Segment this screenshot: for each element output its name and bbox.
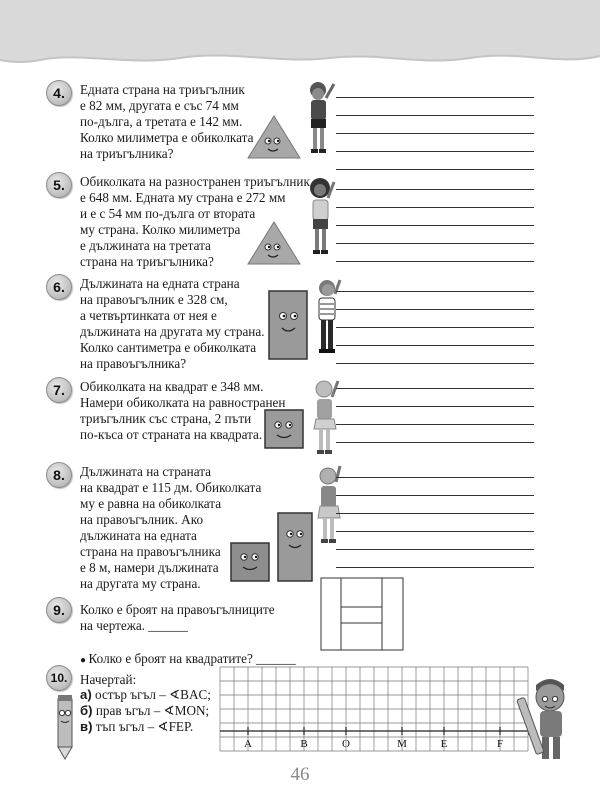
task-text: Обиколката на квадрат е 348 мм. Намери обиколката на равностранен триъгълник със страна, 2 пъти по-къса от страната на квадрата. (80, 379, 286, 442)
task-text-line-2: на чертежа. ______ (80, 618, 188, 633)
grid-lines (220, 667, 528, 751)
axis-point-label: E (440, 738, 448, 750)
item-text: тъп ъгъл – ∢FEP. (95, 719, 194, 734)
pencil-mascot (52, 695, 78, 761)
rectangle-shape (277, 512, 313, 582)
answer-lines[interactable] (336, 80, 534, 170)
task-number-badge: 5. (46, 172, 72, 198)
instruction-a (80, 686, 211, 703)
axis-point-label: M (397, 738, 407, 750)
axis-point-label: F (496, 738, 504, 750)
item-text: остър ъгъл – ∢BAC; (95, 687, 211, 702)
page-number: 46 (290, 764, 310, 785)
axis-point-label: B (300, 738, 308, 750)
answer-lines[interactable] (336, 460, 534, 568)
task-number-badge: 8. (46, 462, 72, 488)
task-text-line-1: Колко е броят на правоъгълниците (80, 602, 275, 617)
triangle-shape (246, 220, 302, 266)
page-header-band (0, 0, 600, 80)
rectangles-drawing (320, 577, 404, 651)
answer-lines[interactable] (336, 371, 534, 443)
bullet-question (80, 635, 296, 669)
student-figure (304, 176, 340, 260)
item-letter: б) (80, 703, 93, 718)
answer-lines[interactable] (336, 172, 534, 262)
item-letter: а) (80, 687, 92, 702)
axis-point-label: O (342, 738, 350, 750)
task-text: Едната страна на триъгълник е 82 мм, другата е със 74 мм по-дълга, а третата е 142 мм. Колко милиметра е обиколката на триъгълника? (80, 82, 254, 161)
task-number-badge: 4. (46, 80, 72, 106)
axis-point-label: A (244, 738, 252, 750)
instruction-c (80, 718, 193, 735)
boy-with-pencil-figure (520, 675, 576, 771)
bullet-text: Колко е броят на квадратите? ______ (88, 651, 296, 666)
task-title: Начертай: (80, 672, 137, 687)
task-text: Дължината на едната страна на правоъгълник е 328 см, а четвъртинката от нея е дължината на другата му страна. Колко сантиметра е обиколката на правоъгълника? (80, 276, 265, 371)
student-figure (302, 76, 338, 156)
task-number-badge: 10. (46, 665, 72, 691)
instruction-b (80, 702, 209, 719)
item-text: прав ъгъл – ∢MON; (95, 703, 210, 718)
square-shape (230, 542, 270, 582)
task-number-badge: 6. (46, 274, 72, 300)
task-number-badge: 9. (46, 597, 72, 623)
drawing-grid[interactable] (214, 665, 534, 749)
task-text: Обиколката на разностранен триъгълник е 648 мм. Едната му страна е 272 мм и е с 54 мм по-дълга от втората му страна. Колко милиметра е дължината на третата страна на триъгълника? (80, 174, 310, 269)
square-shape (264, 409, 304, 449)
answer-lines[interactable] (336, 274, 534, 364)
triangle-shape (246, 114, 302, 160)
task-text: Дължината на страната на квадрат е 115 дм. Обиколката му е равна на обиколката на правоъгълник. Ако дължината на едната страна на правоъгълника е 8 м, намери дължината на другата му страна. (80, 464, 262, 591)
task-number-badge: 7. (46, 377, 72, 403)
bullet-icon: ● (80, 655, 89, 666)
item-letter: в) (80, 719, 93, 734)
rectangle-shape (268, 290, 308, 360)
